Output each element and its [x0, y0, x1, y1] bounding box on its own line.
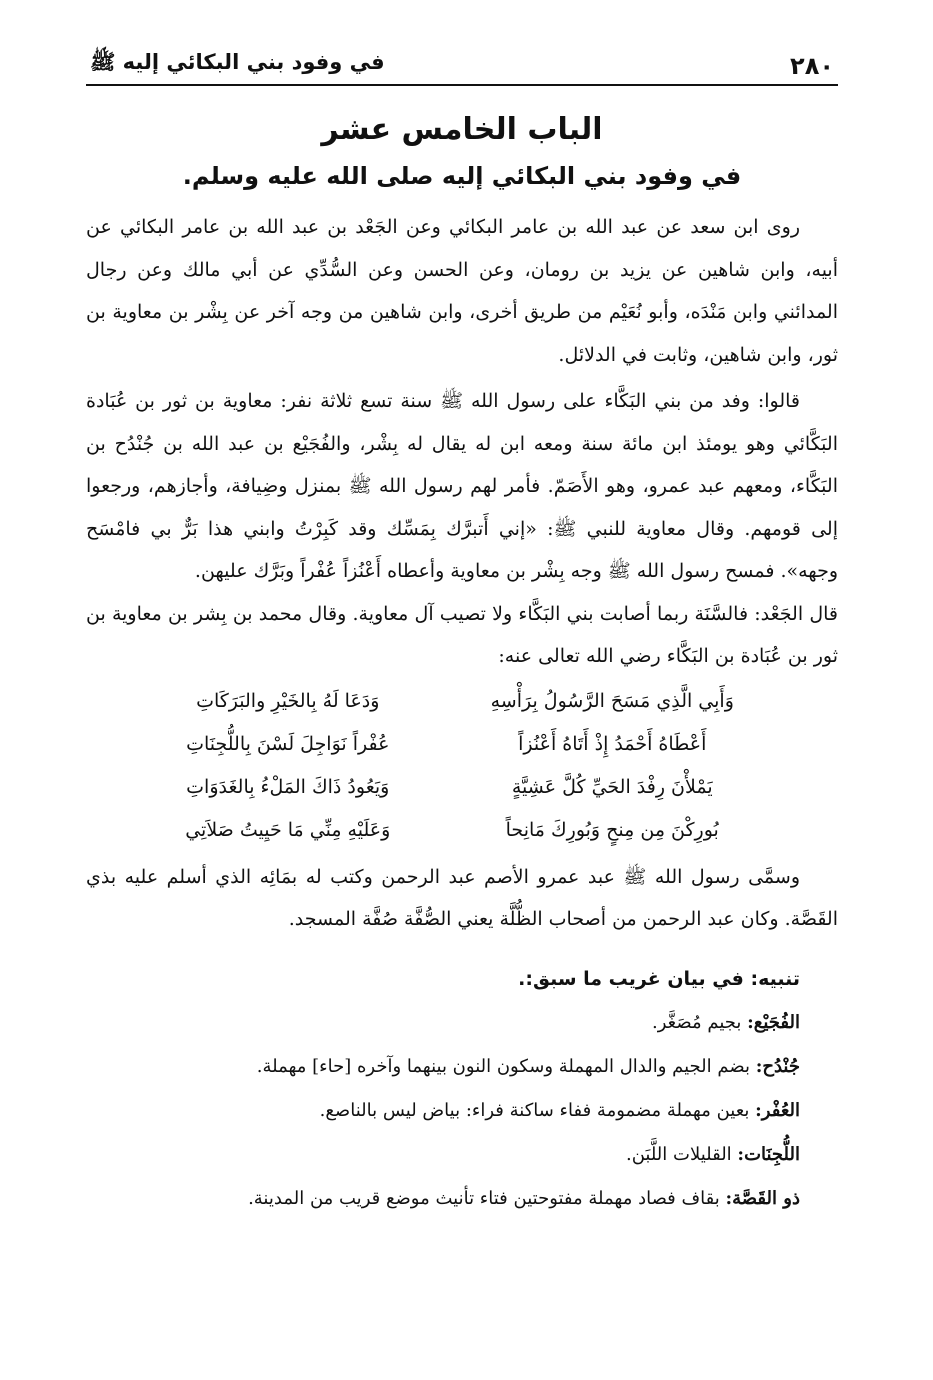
poem-verse	[138, 766, 762, 809]
gloss-term: اللُّجِنَات:	[737, 1143, 800, 1165]
poem-verse	[138, 723, 762, 766]
poem	[138, 680, 762, 852]
gloss-definition: بقاف فصاد مهملة مفتوحتين فتاء تأنيث موضع قريب من المدينة.	[248, 1187, 720, 1209]
chapter-subtitle: في وفود بني البكائي إليه صلى الله عليه وسلم.	[182, 162, 742, 190]
gloss-term: جُنْدُح:	[755, 1055, 800, 1077]
chapter-title: الباب الخامس عشر	[321, 112, 603, 147]
verse-first-half: يَمْلأْنَ رِفْدَ الحَيِّ كُلَّ عَشِيَّةٍ	[511, 775, 713, 798]
gloss-entry	[86, 1089, 838, 1133]
gloss-entry	[86, 1133, 838, 1177]
running-title: في وفود بني البكائي إليه ﷺ	[90, 50, 385, 74]
page-number: ٢٨٠	[790, 52, 834, 80]
gloss-definition: بعين مهملة مضمومة ففاء ساكنة فراء: بياض ليس بالناصع.	[319, 1099, 750, 1121]
paragraph-isnad: روى ابن سعد عن عبد الله بن عامر البكائي وعن الجَعْد بن عبد الله بن عامر البكائي عن أبيه، وابن شاهين عن يزيد بن رومان، وعن الحسن وعن السُّدِّي عن أبي مالك وعن رجال المدائني وابن مَنْدَه، وأبو نُعَيْم من طريق أخرى، وابن شاهين من وجه آخر عن بِشْر بن معاوية بن ثور، وابن شاهين، وثابت في الدلائل.	[86, 216, 839, 366]
notes-heading: تنبيه: في بيان غريب ما سبق:.	[518, 967, 800, 990]
gloss-entry	[86, 1045, 838, 1089]
gloss-definition: بضم الجيم والدال المهملة وسكون النون بينهما وآخره [حاء] مهملة.	[256, 1055, 750, 1077]
poem-verse	[138, 680, 762, 723]
gloss-definition: بجيم مُصَغَّر.	[652, 1011, 742, 1033]
book-page	[86, 40, 838, 1340]
gloss-term: العُفْر:	[755, 1099, 800, 1121]
verse-first-half: أَعْطَاهُ أَحْمَدُ إِذْ أَتَاهُ أَعْنُزاً	[518, 732, 707, 755]
gloss-term: الفُجَيْع:	[747, 1011, 800, 1033]
verse-first-half: بُورِكْنَ مِن مِنحٍ وَبُورِكَ مَانِحاً	[505, 818, 719, 841]
verse-first-half: وَأَبِي الَّذِي مَسَحَ الرَّسُولُ بِرَأْسِهِ	[490, 689, 734, 712]
running-header	[86, 40, 838, 86]
verse-second-half: وَيَعُودُ ذَاكَ المَلْءُ بِالغَدَوَاتِ	[186, 775, 390, 798]
gloss-definition: القليلات اللَّبَن.	[625, 1143, 732, 1165]
paragraph-narrative: قالوا: وفد من بني البَكَّاء على رسول الله ﷺ سنة تسع ثلاثة نفر: معاوية بن ثور بن عُبَادة البَكَّائي وهو يومئذ ابن مائة سنة ومعه ابن له يقال له بِشْر، والفُجَيْع بن عبد الله بن جُنْدُح بن البَكَّاء، ومعهم عبد عمرو، وهو الأَصَمّ. فأمر لهم رسول الله ﷺ بمنزل وضِيافة، وأجازهم، ورجعوا إلى قومهم. وقال معاوية للنبي ﷺ: «إني أَتبرَّك بِمَسِّك وقد كَبِرْتُ وابني هذا بَرٌّ بي فامْسَح وجهه». فمسح رسول الله ﷺ وجه بِشْر بن معاوية وأعطاه أَعْنُزاً عُفْراً وبَرَّك عليهن.	[86, 390, 838, 582]
gloss-entry	[86, 1001, 838, 1045]
poem-verse	[138, 809, 762, 852]
verse-second-half: وَدَعَا لَهُ بِالخَيْرِ والبَرَكَاتِ	[196, 689, 380, 712]
gloss-term: ذو القَصَّة:	[725, 1187, 800, 1209]
gloss-entry	[86, 1177, 838, 1221]
paragraph-poem-intro: قال الجَعْد: فالسَّنَة ربما أصابت بني البَكَّاء ولا تصيب آل معاوية. وقال محمد بن بِشر بن معاوية بن ثور بن عُبَادة بن البَكَّاء رضي الله تعالى عنه:	[86, 602, 838, 667]
verse-second-half: وَعَلَيْهِ مِنِّي مَا حَيِيتُ صَلاَتِي	[185, 818, 391, 841]
verse-second-half: عُفْراً نَوَاجِلَ لَسْنَ بِاللُّجِنَاتِ	[186, 732, 390, 755]
paragraph-after-poem: وسمَّى رسول الله ﷺ عبد عمرو الأصم عبد الرحمن وكتب له بمَائِه الذي أسلم عليه بذي القَصَّة. وكان عبد الرحمن من أصحاب الظُّلَّة يعني الصُّفَّة صُفَّة المسجد.	[86, 865, 838, 930]
